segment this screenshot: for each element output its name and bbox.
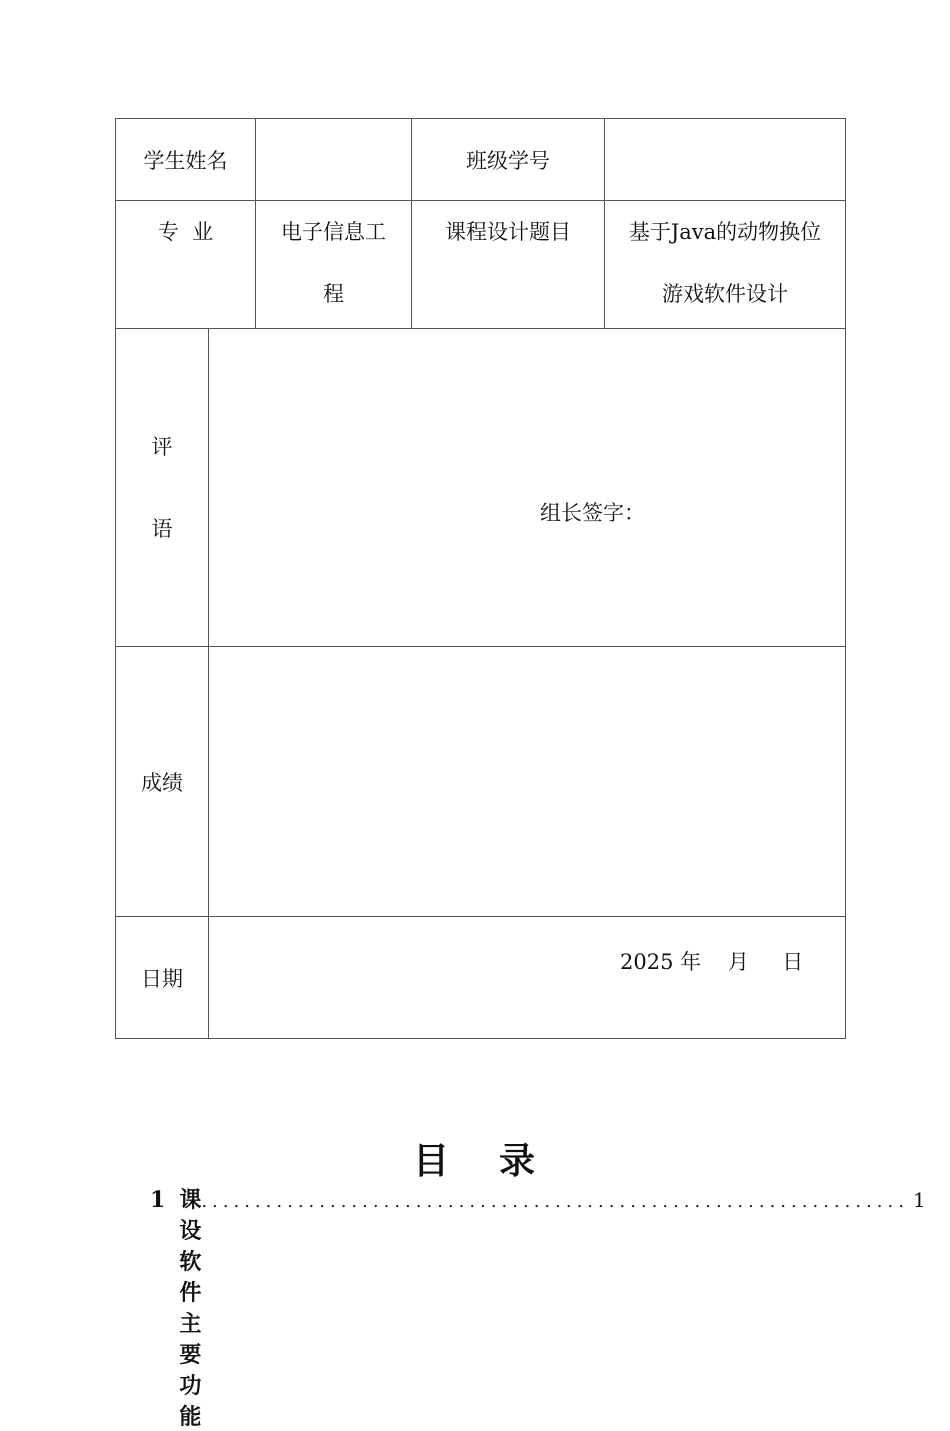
grade-label: 成绩 <box>116 647 209 917</box>
date-year: 2025 <box>620 950 674 974</box>
major-label: 专 业 <box>116 201 256 329</box>
class-id-value <box>605 119 846 201</box>
toc-entry-page: 1 <box>912 1188 926 1212</box>
student-name-value <box>256 119 412 201</box>
form-row-student <box>116 119 846 201</box>
date-area <box>209 917 846 1039</box>
form-row-major-topic <box>116 201 846 329</box>
class-id-label: 班级学号 <box>412 119 605 201</box>
topic-value <box>605 201 846 329</box>
toc-title: 目 录 <box>412 1140 538 1182</box>
date-fill-line <box>620 946 803 976</box>
toc-leader-dots: .................................................................. <box>201 1191 909 1212</box>
date-month-unit: 月 <box>727 950 749 974</box>
form-row-grade <box>116 647 846 917</box>
comment-label <box>116 329 209 647</box>
leader-signature-label: 组长签字： <box>540 501 645 525</box>
grade-area <box>209 647 846 917</box>
date-label: 日期 <box>116 917 209 1039</box>
comment-label-char-1: 评 <box>151 434 173 459</box>
toc-entry[interactable] <box>150 1183 926 1431</box>
major-value-line2: 程 <box>323 282 344 306</box>
date-year-unit: 年 <box>680 950 702 974</box>
topic-value-line2: 游戏软件设计 <box>662 282 788 306</box>
form-row-comments <box>116 329 846 647</box>
form-row-date <box>116 917 846 1039</box>
toc-entry-number: 1 <box>150 1187 166 1213</box>
date-day-unit: 日 <box>782 950 804 974</box>
comment-label-char-2: 语 <box>151 516 173 541</box>
course-design-form-table <box>115 118 846 1039</box>
major-value <box>256 201 412 329</box>
topic-value-line1: 基于Java的动物换位 <box>628 220 822 244</box>
comment-area <box>209 329 846 647</box>
student-name-label: 学生姓名 <box>116 119 256 201</box>
major-value-line1: 电子信息工 <box>281 220 386 244</box>
topic-label: 课程设计题目 <box>412 201 605 329</box>
toc-entry-label: 课设软件主要功能 <box>179 1187 202 1430</box>
